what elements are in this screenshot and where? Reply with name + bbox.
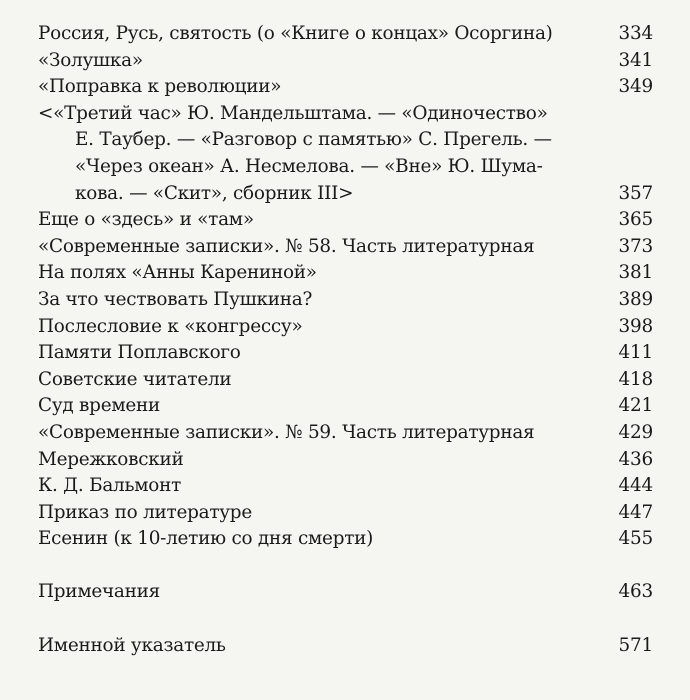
toc-entry-page: 455 — [618, 528, 653, 550]
toc-entry-title: За что чествовать Пушкина? — [38, 288, 313, 310]
table-of-contents — [38, 21, 653, 659]
toc-entry-title: На полях «Анны Карениной» — [38, 262, 317, 284]
toc-entry-page: 398 — [618, 315, 653, 337]
toc-entry-title: Мережковский — [38, 448, 184, 470]
toc-entry — [38, 420, 653, 447]
toc-entry — [38, 21, 653, 48]
toc-entry — [38, 234, 653, 261]
toc-entry-page: 447 — [618, 501, 653, 523]
toc-entry-page: 444 — [618, 475, 653, 497]
toc-entry-title: «Поправка к революции» — [38, 76, 282, 98]
toc-entry — [38, 314, 653, 341]
toc-entry-title-line: «Через океан» А. Несмелова. — «Вне» Ю. Шума- — [75, 155, 543, 177]
toc-entry — [38, 473, 653, 500]
toc-entry — [38, 207, 653, 234]
section-gap — [38, 553, 653, 580]
toc-entry-page: 381 — [618, 262, 653, 284]
toc-entry-page: 418 — [618, 368, 653, 390]
toc-entry — [38, 74, 653, 101]
toc-entry — [38, 287, 653, 314]
toc-entry-page: 373 — [618, 235, 653, 257]
toc-entry-page: 349 — [618, 76, 653, 98]
toc-entry-page: 421 — [618, 395, 653, 417]
toc-entry-index — [38, 633, 653, 660]
toc-entry-page: 463 — [618, 581, 653, 603]
toc-entry-title: Именной указатель — [38, 634, 226, 656]
toc-entry — [38, 500, 653, 527]
toc-entry-last-line — [38, 181, 653, 208]
toc-entry-title-line: кова. — «Скит», сборник III> — [75, 182, 354, 204]
toc-entry-page: 334 — [618, 23, 653, 44]
toc-entry — [38, 48, 653, 75]
toc-entry-notes — [38, 579, 653, 606]
toc-entry — [38, 526, 653, 553]
toc-entry — [38, 393, 653, 420]
toc-entry — [38, 340, 653, 367]
toc-entry-page: 571 — [618, 634, 653, 656]
toc-entry-title: Советские читатели — [38, 368, 232, 390]
toc-entry-page: 429 — [618, 421, 653, 443]
toc-entry-title: К. Д. Бальмонт — [38, 475, 182, 497]
toc-entry-title: «Современные записки». № 59. Часть литературная — [38, 421, 535, 443]
toc-entry-title: «Золушка» — [38, 49, 143, 71]
toc-entry-title: Россия, Русь, святость (о «Книге о концах» Осоргина) — [38, 23, 553, 44]
toc-entry-title-line: Е. Таубер. — «Разговор с памятью» С. Прегель. — — [75, 129, 552, 151]
toc-entry-page: 357 — [618, 182, 653, 204]
toc-entry-page: 365 — [618, 209, 653, 231]
toc-entry-title: Памяти Поплавского — [38, 342, 241, 364]
toc-entry-title: «Современные записки». № 58. Часть литературная — [38, 235, 535, 257]
toc-entry-page: 389 — [618, 288, 653, 310]
toc-entry — [38, 447, 653, 474]
toc-entry-page: 436 — [618, 448, 653, 470]
toc-entry-title: Суд времени — [38, 395, 161, 417]
toc-entry-title: Послесловие к «конгрессу» — [38, 315, 303, 337]
toc-entry-title: Есенин (к 10-летию со дня смерти) — [38, 528, 374, 550]
section-gap — [38, 606, 653, 633]
toc-entry-page: 411 — [618, 342, 653, 364]
toc-entry-multiline — [38, 101, 653, 207]
toc-entry-title: Примечания — [38, 581, 160, 603]
toc-entry-title: Еще о «здесь» и «там» — [38, 209, 254, 231]
toc-entry — [38, 367, 653, 394]
toc-entry-title-line: <«Третий час» Ю. Мандельштама. — «Одиночество» — [38, 102, 548, 124]
toc-entry — [38, 260, 653, 287]
toc-entry-page: 341 — [618, 49, 653, 71]
toc-entry-title: Приказ по литературе — [38, 501, 252, 523]
